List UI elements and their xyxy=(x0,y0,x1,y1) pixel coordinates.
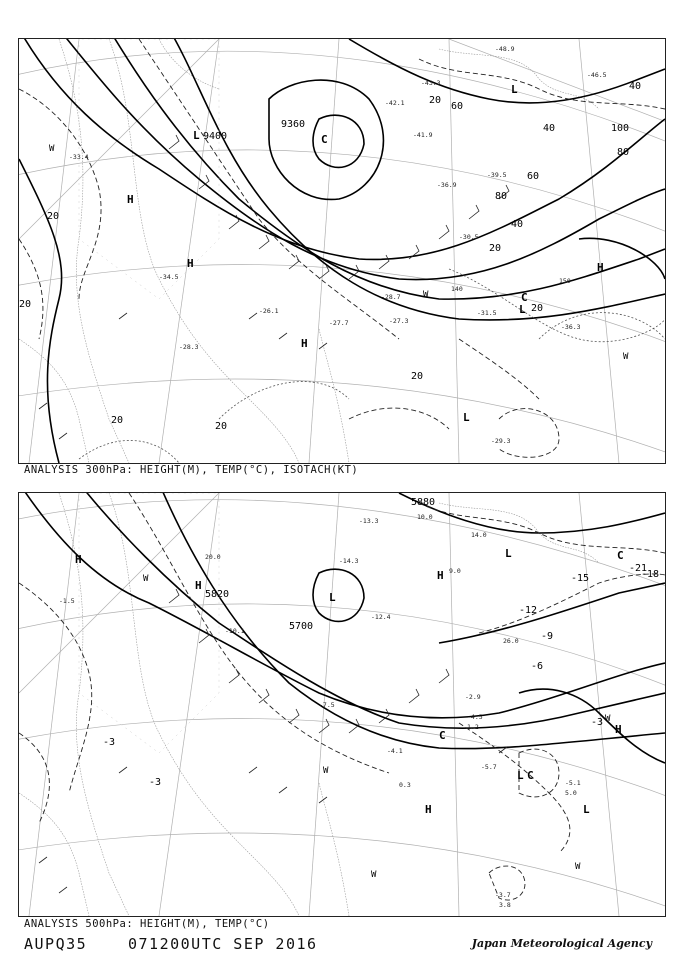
temp-label: -18 xyxy=(641,569,660,580)
temp-label: 20.0 xyxy=(205,553,221,561)
temp-label: -42.1 xyxy=(385,99,405,107)
caption-300hpa: ANALYSIS 300hPa: HEIGHT(M), TEMP(°C), ISOTACH(KT) xyxy=(24,464,359,476)
temp-label: 5.0 xyxy=(565,789,577,797)
temp-label: -5.7 xyxy=(481,763,497,771)
temp-label: -10.1 xyxy=(225,627,245,635)
cold-center: C xyxy=(521,291,528,304)
chart-id: AUPQ35 xyxy=(24,935,88,953)
temp-label: -26.1 xyxy=(259,307,279,315)
isotach-label: 20 xyxy=(411,371,424,382)
map-300hpa xyxy=(18,38,666,464)
temp-label: -3 xyxy=(103,737,116,748)
isotach-label: 40 xyxy=(629,81,642,92)
map-500hpa-canvas xyxy=(19,493,665,916)
temp-label: -36.9 xyxy=(437,181,457,189)
temp-label: -28.7 xyxy=(381,293,401,301)
longitude-line xyxy=(309,39,339,463)
temp-label: -34.5 xyxy=(159,273,179,281)
high-pressure-center: H xyxy=(195,579,202,592)
agency-credit: Japan Meteorological Agency xyxy=(471,937,652,950)
coastline xyxy=(19,493,599,916)
isotherms xyxy=(19,39,665,457)
cold-center: C xyxy=(439,729,446,742)
temp-label: -4.5 xyxy=(467,713,483,721)
isotach-label: 40 xyxy=(543,123,556,134)
longitude-line xyxy=(29,39,79,463)
cold-center: C xyxy=(617,549,624,562)
longitude-line xyxy=(159,39,219,463)
temp-label: -21 xyxy=(629,563,648,574)
temp-label: -6 xyxy=(531,661,544,672)
temp-label: -33.4 xyxy=(69,153,89,161)
longitude-line xyxy=(29,493,79,916)
temp-label: -27.7 xyxy=(329,319,349,327)
low-pressure-center: L xyxy=(583,803,590,816)
low-pressure-center: L xyxy=(511,83,518,96)
temp-label: -30.5 xyxy=(459,233,479,241)
high-pressure-center: H xyxy=(187,257,194,270)
isotach-label: 100 xyxy=(611,123,630,134)
isotach-label: 20 xyxy=(19,299,32,310)
temp-label: 9.0 xyxy=(449,567,461,575)
isotach-label: 20 xyxy=(531,303,544,314)
temp-label: -14.3 xyxy=(339,557,359,565)
warm-center: W xyxy=(143,574,149,584)
high-pressure-center: H xyxy=(425,803,432,816)
isotach-label: 80 xyxy=(495,191,508,202)
temp-label: -15 xyxy=(571,573,590,584)
map-500hpa xyxy=(18,492,666,917)
high-pressure-center: H xyxy=(301,337,308,350)
height-contours xyxy=(19,39,665,463)
height-label: 5700 xyxy=(289,621,314,632)
warm-center: W xyxy=(605,714,611,724)
height-label: 9360 xyxy=(281,119,306,130)
temp-label: 3.8 xyxy=(499,901,511,909)
temp-label: -27.3 xyxy=(389,317,409,325)
warm-center: W xyxy=(623,352,629,362)
high-pressure-center: H xyxy=(127,193,134,206)
warm-center: W xyxy=(575,862,581,872)
temp-label: -3 xyxy=(149,777,162,788)
low-pressure-center: L xyxy=(329,591,336,604)
isotach-label: 60 xyxy=(451,101,464,112)
temp-label: -39.5 xyxy=(487,171,507,179)
temp-label: -43.3 xyxy=(421,79,441,87)
high-pressure-center: H xyxy=(75,553,82,566)
graticule xyxy=(19,39,665,463)
high-pressure-center: H xyxy=(615,723,622,736)
temp-label: -2.9 xyxy=(465,693,481,701)
temp-label: -13.3 xyxy=(359,517,379,525)
low-pressure-center: L xyxy=(505,547,512,560)
warm-center: W xyxy=(371,870,377,880)
temp-label: 1.2 xyxy=(467,723,479,731)
temp-label: -9 xyxy=(541,631,554,642)
temp-label: -36.3 xyxy=(561,323,581,331)
hatched-area xyxy=(79,493,219,753)
isotach-label: 80 xyxy=(617,147,630,158)
longitude-line xyxy=(449,493,459,916)
height-label: 9400 xyxy=(203,131,228,142)
temp-label: -7.5 xyxy=(319,701,335,709)
isotach-label: 20 xyxy=(111,415,124,426)
cold-center: C xyxy=(527,769,534,782)
isotach-label: 60 xyxy=(527,171,540,182)
warm-center: W xyxy=(423,290,429,300)
high-pressure-center: H xyxy=(437,569,444,582)
latitude-line xyxy=(19,604,665,693)
temp-label: -29.3 xyxy=(491,437,511,445)
isotach-label: 20 xyxy=(489,243,502,254)
low-pressure-center: L xyxy=(193,129,200,142)
low-pressure-center: L xyxy=(517,769,524,782)
warm-center: W xyxy=(49,144,55,154)
isotach-label: 40 xyxy=(511,219,524,230)
warm-center: W xyxy=(323,766,329,776)
caption-500hpa: ANALYSIS 500hPa: HEIGHT(M), TEMP(°C) xyxy=(24,918,270,930)
temp-label: -1.5 xyxy=(59,597,75,605)
low-pressure-center: L xyxy=(463,411,470,424)
map-300hpa-canvas xyxy=(19,39,665,463)
temp-label: -12 xyxy=(519,605,538,616)
temp-label: -3 xyxy=(591,717,604,728)
low-pressure-center: L xyxy=(519,303,526,316)
temp-label: -5.1 xyxy=(565,779,581,787)
valid-time: 071200UTC SEP 2016 xyxy=(128,935,318,953)
high-pressure-center: H xyxy=(597,261,604,274)
temp-label: -48.9 xyxy=(495,45,515,53)
isotach-label: 20 xyxy=(429,95,442,106)
temp-label: -41.9 xyxy=(413,131,433,139)
isotach-label: 20 xyxy=(47,211,60,222)
temp-label: -28.3 xyxy=(179,343,199,351)
temp-label: -4.1 xyxy=(387,747,403,755)
temp-label: -3.7 xyxy=(495,891,511,899)
isotachs xyxy=(79,269,665,463)
height-label: 5880 xyxy=(411,497,436,508)
temp-label: -31.5 xyxy=(477,309,497,317)
temp-label: 10.0 xyxy=(417,513,433,521)
temp-label: 26.0 xyxy=(503,637,519,645)
temp-label: -12.4 xyxy=(371,613,391,621)
latitude-line xyxy=(19,833,665,913)
cold-center: C xyxy=(321,133,328,146)
longitude-label: 150 xyxy=(559,277,571,285)
longitude-label: 140 xyxy=(451,285,463,293)
temp-label: -46.5 xyxy=(587,71,607,79)
isotherms xyxy=(19,493,665,900)
temp-label: 0.3 xyxy=(399,781,411,789)
isotach-label: 20 xyxy=(215,421,228,432)
height-label: 5820 xyxy=(205,589,230,600)
latitude-line xyxy=(19,150,665,239)
temp-label: 14.0 xyxy=(471,531,487,539)
